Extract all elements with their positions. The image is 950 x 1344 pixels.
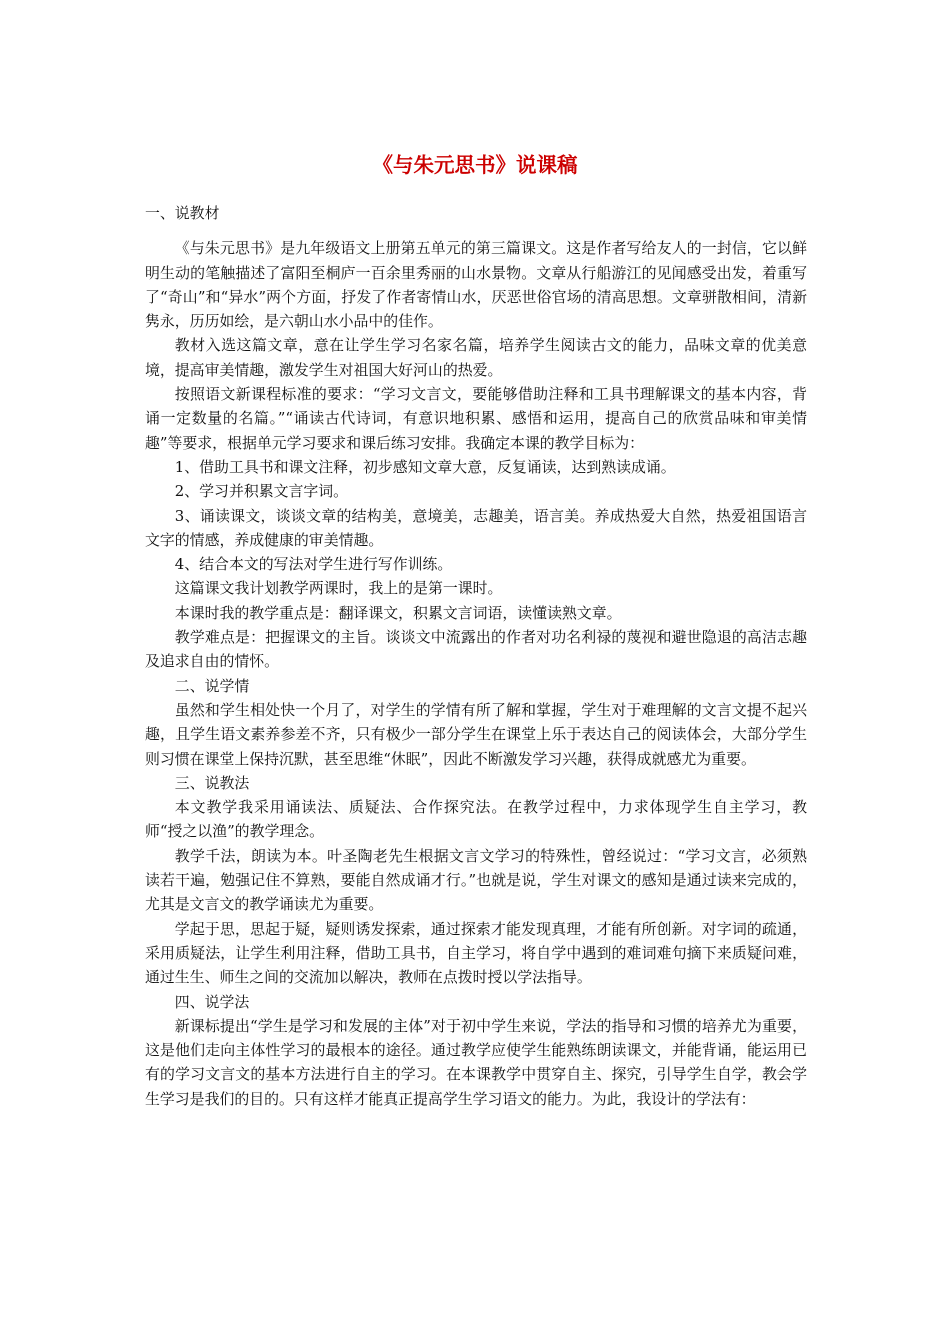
paragraph: 本文教学我采用诵读法、质疑法、合作探究法。在教学过程中，力求体现学生自主学习，教师“授之以渔”的教学理念。 <box>145 798 807 841</box>
paragraph: 二、说学情 <box>174 676 250 695</box>
paragraph: 新课标提出“学生是学习和发展的主体”对于初中学生来说，学法的指导和习惯的培养尤为重要，这是他们走向主体性学习的最根本的途径。通过教学应使学生能熟练朗读课文，并能背诵，能运用已有的学习文言文的基本方法进行自主的学习。在本课教学中贯穿自主、探究，引导学生自学，教会学生学习是我们的目的。只有这样才能真正提高学生学习语文的能力。为此，我设计的学法有： <box>145 1016 807 1108</box>
paragraph: 4、结合本文的写法对学生进行写作训练。 <box>174 555 453 574</box>
paragraph: 教学难点是：把握课文的主旨。谈谈文中流露出的作者对功名利禄的蔑视和避世隐退的高洁志趣及追求自由的情怀。 <box>145 628 807 671</box>
paragraph: 教学千法，朗读为本。叶圣陶老先生根据文言文学习的特殊性，曾经说过：“学习文言，必须熟读若干遍，勉强记住不算熟，要能自然成诵才行。”也就是说，学生对课文的感知是通过读来完成的，尤其是文言文的教学诵读尤为重要。 <box>145 846 807 914</box>
paragraph: 2、学习并积累文言字词。 <box>174 482 349 501</box>
document-title: 《与朱元思书》说课稿 <box>372 153 578 177</box>
paragraph: 1、借助工具书和课文注释，初步感知文章大意，反复诵读，达到熟读成诵。 <box>174 457 676 476</box>
paragraph: 学起于思，思起于疑，疑则诱发探索，通过探索才能发现真理，才能有所创新。对字词的疏通，采用质疑法，让学生利用注释，借助工具书，自主学习，将自学中遇到的难词难句摘下来质疑问难，通过生生、师生之间的交流加以解决，教师在点拨时授以学法指导。 <box>145 919 807 987</box>
paragraph: 3、诵读课文，谈谈文章的结构美，意境美，志趣美，语言美。养成热爱大自然，热爱祖国语言文字的情感，养成健康的审美情趣。 <box>145 506 807 549</box>
document-body <box>145 201 807 1111</box>
paragraph: 四、说学法 <box>174 992 250 1011</box>
paragraph: 三、说教法 <box>174 773 250 792</box>
section-heading: 一、说教材 <box>145 204 220 222</box>
paragraph: 本课时我的教学重点是：翻译课文，积累文言词语，读懂读熟文章。 <box>174 603 622 622</box>
paragraph: 教材入选这篇文章，意在让学生学习名家名篇，培养学生阅读古文的能力，品味文章的优美意境，提高审美情趣，激发学生对祖国大好河山的热爱。 <box>145 336 807 379</box>
paragraph: 《与朱元思书》是九年级语文上册第五单元的第三篇课文。这是作者写给友人的一封信，它以鲜明生动的笔触描述了富阳至桐庐一百余里秀丽的山水景物。文章从行船游江的见闻感受出发，着重写了“奇山”和“异水”两个方面，抒发了作者寄情山水，厌恶世俗官场的清高思想。文章骈散相间，清新隽永，历历如绘，是六朝山水小品中的佳作。 <box>145 239 807 331</box>
paragraph: 虽然和学生相处快一个月了，对学生的学情有所了解和掌握，学生对于难理解的文言文提不起兴趣，且学生语文素养参差不齐，只有极少一部分学生在课堂上乐于表达自己的阅读体会，大部分学生则习惯在课堂上保持沉默，甚至思维“休眠”，因此不断激发学习兴趣，获得成就感尤为重要。 <box>145 700 807 768</box>
paragraph: 按照语文新课程标准的要求：“学习文言文，要能够借助注释和工具书理解课文的基本内容，背诵一定数量的名篇。”“诵读古代诗词，有意识地积累、感悟和运用，提高自己的欣赏品味和审美情趣”等要求，根据单元学习要求和课后练习安排。我确定本课的教学目标为： <box>145 385 807 452</box>
paragraph: 这篇课文我计划教学两课时，我上的是第一课时。 <box>174 579 503 598</box>
